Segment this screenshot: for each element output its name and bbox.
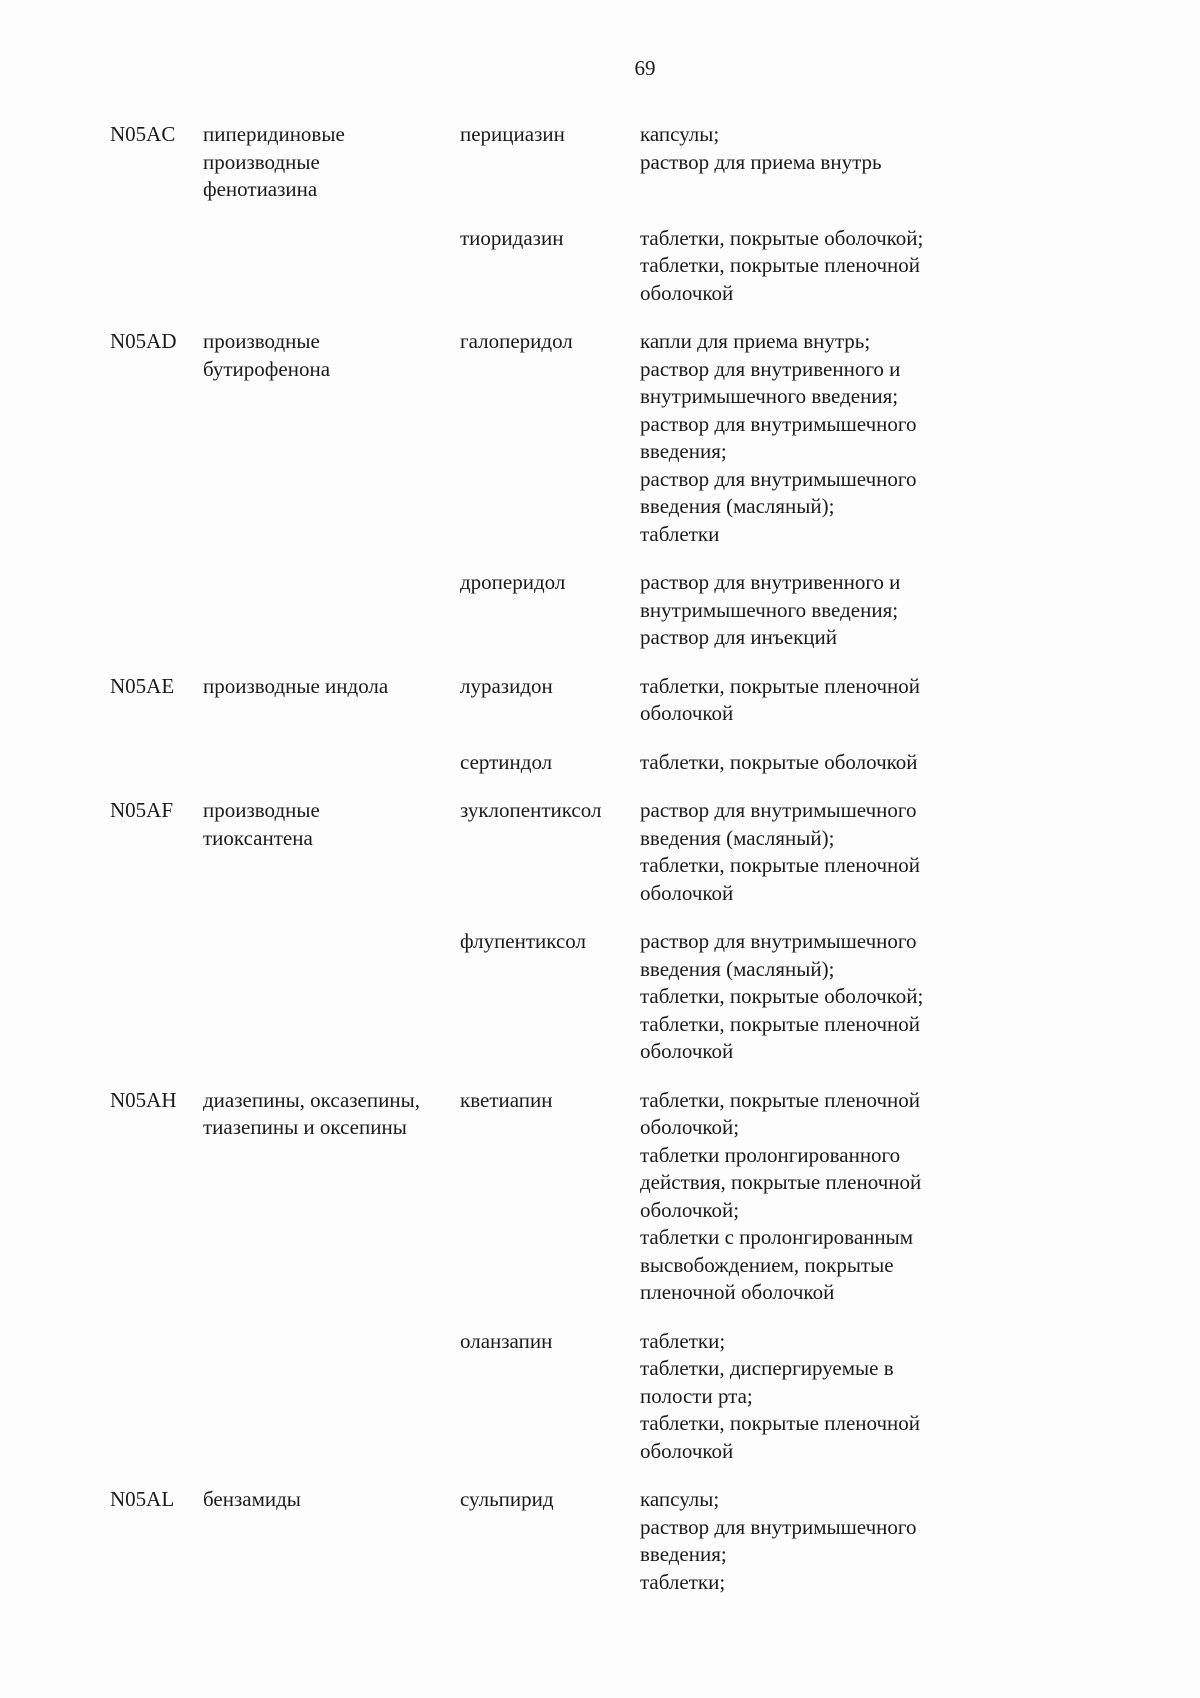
atc-code: N05AH	[110, 1087, 177, 1112]
drug-name: перициазин	[460, 122, 565, 146]
drug-name: сульпирид	[460, 1487, 554, 1511]
dosage-forms: таблетки, покрытые пленочной оболочкой	[640, 673, 921, 725]
drug-name: оланзапин	[460, 1328, 553, 1353]
table-row	[110, 673, 1010, 728]
atc-code: N05AC	[110, 122, 176, 146]
drug-name: дроперидол	[460, 570, 566, 594]
drug-name: тиоридазин	[460, 225, 564, 250]
drug-name: галоперидол	[460, 329, 573, 353]
drug-name: луразидон	[460, 673, 553, 698]
atc-code: N05AF	[110, 798, 174, 822]
dosage-forms: таблетки, покрытые оболочкой; таблетки, покрытые пленочной оболочкой	[640, 225, 924, 305]
table-row	[110, 1087, 1010, 1307]
dosage-forms: раствор для внутримышечного введения (масляный); таблетки, покрытые пленочной оболочкой	[640, 798, 921, 905]
table-row	[110, 569, 1010, 652]
dosage-forms: капли для приема внутрь; раствор для внутривенного и внутримышечного введения; раствор для внутримышечного введения; раствор для внутримышечного введения (масляный); таблетки	[640, 329, 917, 546]
drug-table	[110, 121, 1010, 1617]
drug-name: зуклопентиксол	[460, 798, 602, 822]
drug-name: кветиапин	[460, 1087, 553, 1112]
drug-group: производные тиоксантена	[203, 798, 320, 850]
atc-code: N05AD	[110, 329, 177, 353]
table-row	[110, 121, 1010, 204]
dosage-forms: раствор для внутривенного и внутримышечного введения; раствор для инъекций	[640, 570, 901, 649]
drug-group: диазепины, оксазепины, тиазепины и оксепины	[203, 1087, 420, 1139]
table-row	[110, 1486, 1010, 1596]
page-number: 69	[634, 56, 656, 80]
table-row	[110, 749, 1010, 777]
table-row	[110, 797, 1010, 907]
dosage-forms: капсулы; раствор для внутримышечного введения; таблетки;	[640, 1487, 917, 1594]
atc-code: N05AL	[110, 1487, 175, 1511]
dosage-forms: таблетки, покрытые оболочкой	[640, 749, 918, 774]
table-row	[110, 328, 1010, 548]
drug-name: сертиндол	[460, 749, 553, 774]
dosage-forms: капсулы; раствор для приема внутрь	[640, 122, 882, 174]
dosage-forms: таблетки; таблетки, диспергируемые в полости рта; таблетки, покрытые пленочной оболочкой	[640, 1328, 921, 1463]
table-row	[110, 928, 1010, 1066]
drug-group: бензамиды	[203, 1487, 301, 1511]
drug-group: пиперидиновые производные фенотиазина	[203, 122, 345, 201]
drug-name: флупентиксол	[460, 929, 586, 953]
atc-code: N05AE	[110, 673, 175, 698]
dosage-forms: таблетки, покрытые пленочной оболочкой; таблетки пролонгированного действия, покрытые пленочной оболочкой; таблетки с пролонгированным высвобождением, покрытые пленочной оболочкой	[640, 1087, 922, 1304]
table-row	[110, 225, 1010, 308]
drug-group: производные индола	[203, 673, 389, 698]
dosage-forms: раствор для внутримышечного введения (масляный); таблетки, покрытые оболочкой; таблетки, покрытые пленочной оболочкой	[640, 929, 924, 1063]
drug-group: производные бутирофенона	[203, 329, 331, 381]
table-row	[110, 1328, 1010, 1466]
